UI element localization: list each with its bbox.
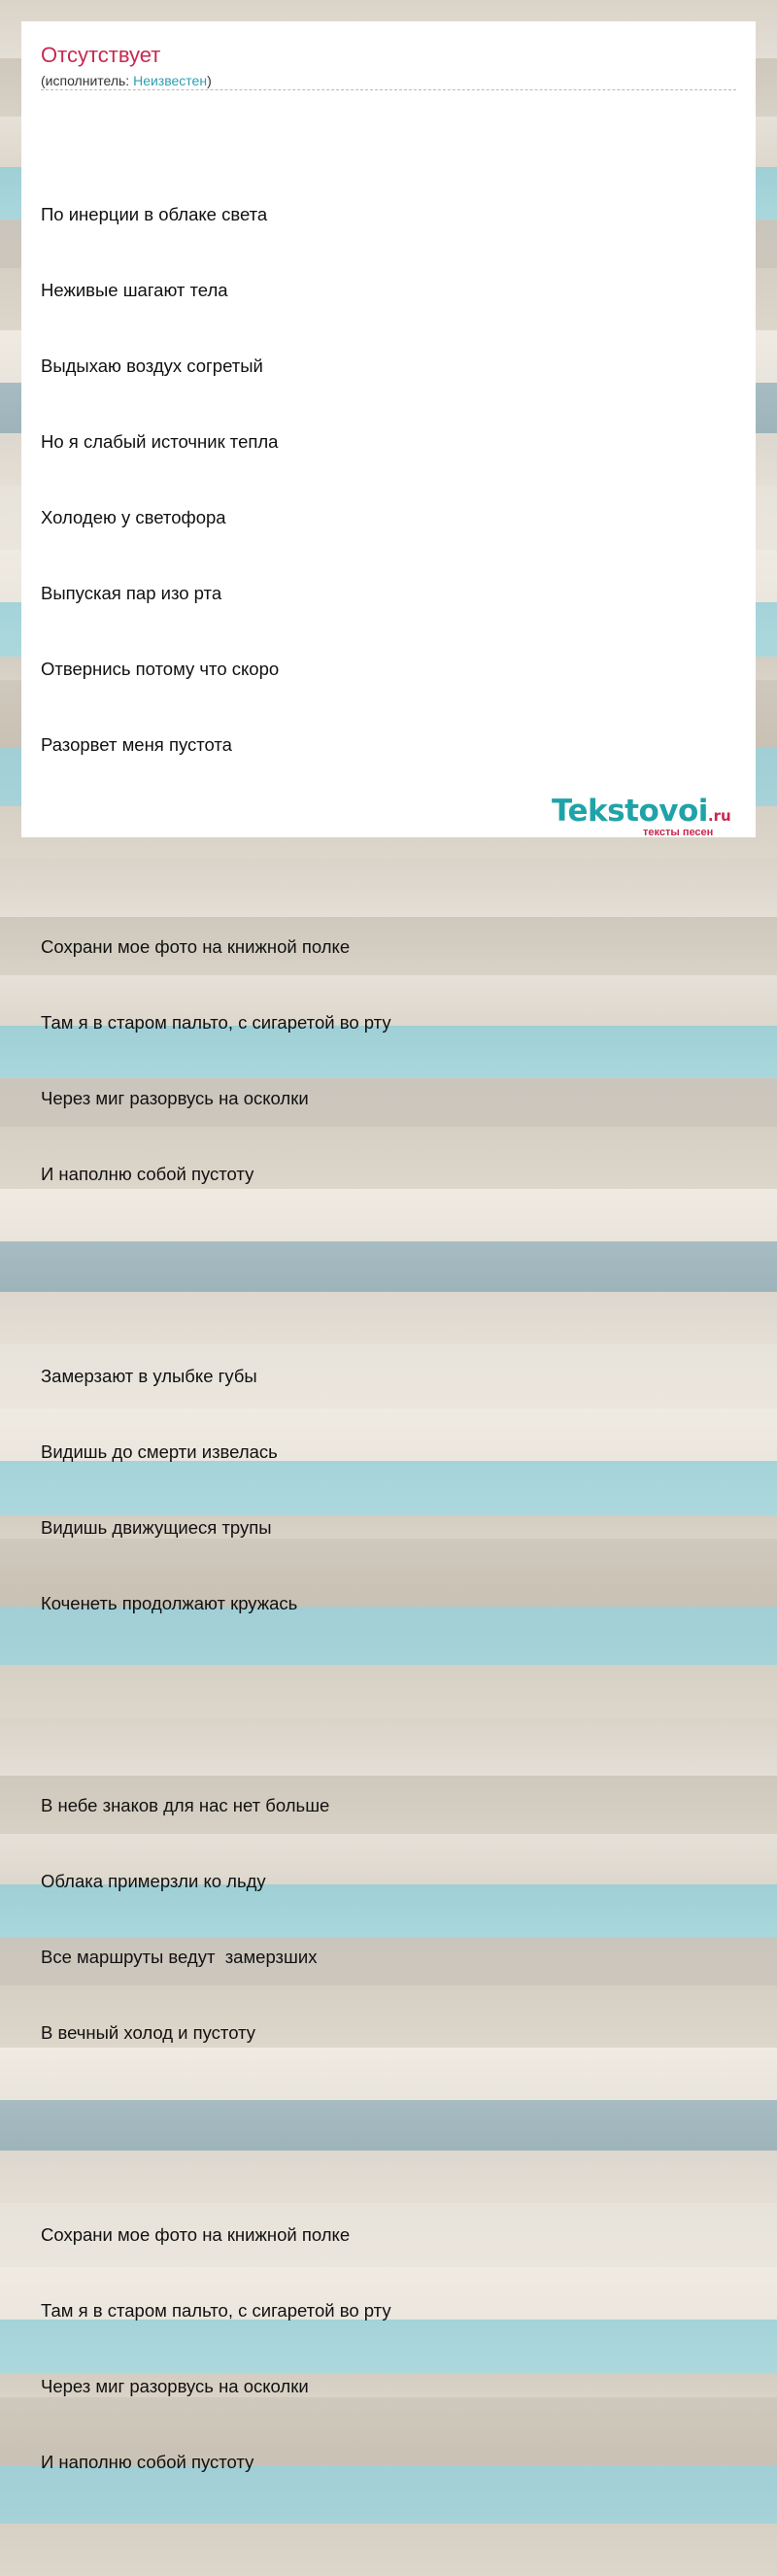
lyrics-stanza-3 <box>41 1313 391 1667</box>
lyric-line: Облака примерзли ко льду <box>41 1871 266 1891</box>
lyrics-card <box>21 21 756 2472</box>
lyric-line: Видишь движущиеся трупы <box>41 1517 272 1538</box>
lyric-line: Там я в старом пальто, с сигаретой во рту <box>41 1012 391 1033</box>
lyric-line: По инерции в облаке света <box>41 204 268 224</box>
lyric-line: Через миг разорвусь на осколки <box>41 2376 309 2396</box>
site-logo[interactable] <box>552 795 756 837</box>
lyric-line: Отвернись потому что скоро <box>41 659 280 679</box>
lyric-line: Но я слабый источник тепла <box>41 431 279 452</box>
lyrics-body <box>41 101 391 2576</box>
logo-main-text: Tekstovoi <box>552 794 708 829</box>
lyric-line: Разорвет меня пустота <box>41 734 232 755</box>
lyric-line: В вечный холод и пустоту <box>41 2022 256 2043</box>
lyric-line: Там я в старом пальто, с сигаретой во рту <box>41 2300 391 2321</box>
lyric-line: Сохрани мое фото на книжной полке <box>41 2224 351 2245</box>
artist-suffix: ) <box>207 73 212 88</box>
lyric-line: Коченеть продолжают кружась <box>41 1593 298 1613</box>
lyric-line: Замерзают в улыбке губы <box>41 1366 257 1386</box>
lyric-line: Через миг разорвусь на осколки <box>41 1088 309 1108</box>
artist-line <box>41 72 212 89</box>
lyric-line: Выпуская пар изо рта <box>41 583 222 603</box>
lyric-line: И наполню собой пустоту <box>41 1164 254 1184</box>
lyrics-stanza-4 <box>41 1743 391 2096</box>
lyric-line: Все маршруты ведут замерзших <box>41 1947 318 1967</box>
lyric-line: И наполню собой пустоту <box>41 2452 254 2472</box>
lyric-line: Неживые шагают тела <box>41 280 228 300</box>
lyric-line: Выдыхаю воздух согретый <box>41 356 263 376</box>
lyric-line: В небе знаков для нас нет больше <box>41 1795 330 1815</box>
lyric-line: Видишь до смерти извелась <box>41 1441 278 1462</box>
lyrics-stanza-2 <box>41 884 391 1237</box>
lyrics-stanza-1 <box>41 152 391 808</box>
artist-link[interactable]: Неизвестен <box>133 73 208 88</box>
artist-prefix: (исполнитель: <box>41 73 134 88</box>
song-title: Отсутствует <box>41 43 161 67</box>
lyric-line: Сохрани мое фото на книжной полке <box>41 936 351 957</box>
logo-domain-suffix: .ru <box>707 807 731 825</box>
lyrics-stanza-5 <box>41 2172 391 2525</box>
lyric-line: Холодею у светофора <box>41 507 226 527</box>
title-divider <box>41 89 736 90</box>
logo-subtitle: тексты песен <box>643 827 714 838</box>
